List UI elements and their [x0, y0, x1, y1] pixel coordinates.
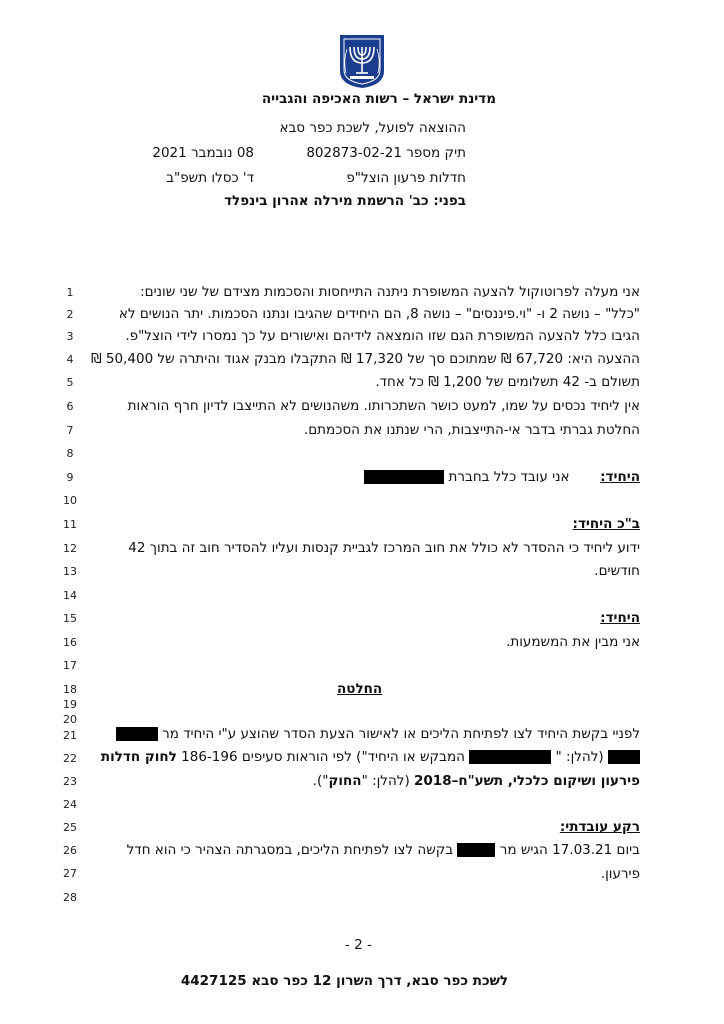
line-number: 25: [63, 821, 77, 834]
judge-line: בפני: כב' הרשמת מירלה אהרון בינפלד: [224, 193, 466, 209]
line-number: 5: [66, 376, 74, 389]
body-line: ידוע ליחיד כי ההסדר לא כולל את חוב המרכז לגביית קנסות ועליו להסדיר חוב זה בתוך 42: [128, 540, 640, 556]
body-line: [313, 773, 640, 789]
body-line: ההצעה היא: 67,720 ₪ שמתוכם סך של 17,320 ₪ התקבלו מבנק אגוד והיתרה של 50,400 ₪: [91, 351, 640, 367]
speaker-line: [364, 469, 640, 485]
body-line: חודשים.: [594, 563, 640, 579]
line-number: 16: [63, 636, 77, 649]
line-number: 10: [63, 494, 77, 507]
body-line: [127, 842, 640, 858]
body-line: [116, 726, 640, 742]
line-number: 19: [63, 698, 77, 711]
line-number: 22: [63, 752, 77, 765]
body-line: החלטת גברתי בדבר אי-התייצבות, הרי שנתנו את הסכמתם.: [303, 422, 640, 438]
line-number: 28: [63, 891, 77, 904]
line-number: 7: [66, 424, 74, 437]
body-text: ביום 17.03.21 הגיש מר: [499, 842, 640, 858]
case-number: תיק מספר 802873-02-21: [306, 145, 466, 161]
section-heading: רקע עובדתי:: [559, 819, 640, 835]
speaker-label: ב"כ היחיד:: [572, 516, 640, 532]
footer-address: לשכת כפר סבא, דרך השרון 12 כפר סבא 4427125: [180, 973, 508, 989]
body-text: לפניי בקשת היחיד לצו לפתיחת הליכים או לאישור הצעת הסדר שהוצע ע"י היחיד מר: [162, 726, 640, 742]
redaction-block: [364, 470, 444, 484]
body-line: "כלל" – נושה 2 ו- "וי.פיננסים" – נושה 8, הם היחידים שהגיבו ונתנו הסכמות. יתר הנושים לא: [118, 306, 640, 322]
speaker-label: היחיד:: [600, 610, 640, 626]
line-number: 23: [63, 775, 77, 788]
redaction-block: [469, 750, 551, 764]
body-line: הגיבו כלל להצעה המשופרת הגם שזו הומצאה לידיהם ואישורים על כך נמסרו לידי הוצל"פ.: [125, 328, 640, 344]
speaker-label: היחיד:: [600, 469, 640, 485]
line-number: 12: [63, 542, 77, 555]
body-line: אני מבין את המשמעות.: [506, 634, 640, 650]
line-number: 1: [66, 286, 74, 299]
date-gregorian: 08 נובמבר 2021: [152, 145, 254, 161]
line-number: 9: [66, 471, 74, 484]
body-text: בקשה לצו לפתיחת הליכים, במסגרתה הצהיר כי הוא חדל: [126, 842, 454, 858]
line-number: 14: [63, 589, 77, 602]
law-name: לחוק חדלות: [100, 749, 177, 765]
line-number: 4: [66, 353, 74, 366]
office-name: ההוצאה לפועל, לשכת כפר סבא: [279, 120, 466, 136]
line-number: 15: [63, 612, 77, 625]
line-number: 3: [66, 330, 74, 343]
body-text: (להלן: ": [555, 749, 604, 765]
line-number: 8: [66, 447, 74, 460]
line-number: 24: [63, 798, 77, 811]
law-short: החוק: [328, 773, 362, 789]
line-number: 17: [63, 659, 77, 672]
body-line: תשולם ב- 42 תשלומים של 1,200 ₪ כל אחד.: [375, 374, 640, 390]
line-number: 21: [63, 729, 77, 742]
law-name: פירעון ושיקום כלכלי, תשע"ח–2018: [414, 773, 640, 789]
line-number: 20: [63, 713, 77, 726]
body-line: אין ליחיד נכסים על שמו, למעט כושר השתכרותו. משהנושים לא התייצבו לדיון חרף הוראות: [127, 398, 640, 414]
line-number: 13: [63, 565, 77, 578]
body-text: ").: [312, 773, 329, 789]
line-number: 26: [63, 844, 77, 857]
case-type: חדלות פרעון הוצל"פ: [346, 170, 466, 186]
redaction-block: [608, 750, 640, 764]
body-text: המבקש או היחיד") לפי הוראות סעיפים 186-196: [176, 749, 465, 765]
page-number: - 2 -: [345, 937, 372, 953]
line-number: 6: [66, 400, 74, 413]
agency-title: מדינת ישראל – רשות האכיפה והגבייה: [261, 91, 496, 107]
redaction-block: [457, 843, 495, 857]
line-number: 27: [63, 867, 77, 880]
speaker-text: אני עובד כלל בחברת: [448, 469, 570, 485]
body-line: אני מעלה לפרוטוקול להצעה המשופרת ניתנה התייחסות והסכמות מצידם של שני שונים:: [140, 284, 640, 300]
body-line: פירעון.: [600, 866, 640, 882]
line-number: 11: [63, 518, 77, 531]
line-number: 2: [66, 308, 74, 321]
menorah-emblem-icon: [337, 33, 387, 89]
date-hebrew: ד' כסלו תשפ"ב: [166, 170, 254, 186]
decision-title: החלטה: [337, 681, 383, 697]
body-line: [101, 749, 640, 765]
body-text: (להלן: ": [361, 773, 415, 789]
redaction-block: [116, 727, 158, 741]
line-number: 18: [63, 683, 77, 696]
